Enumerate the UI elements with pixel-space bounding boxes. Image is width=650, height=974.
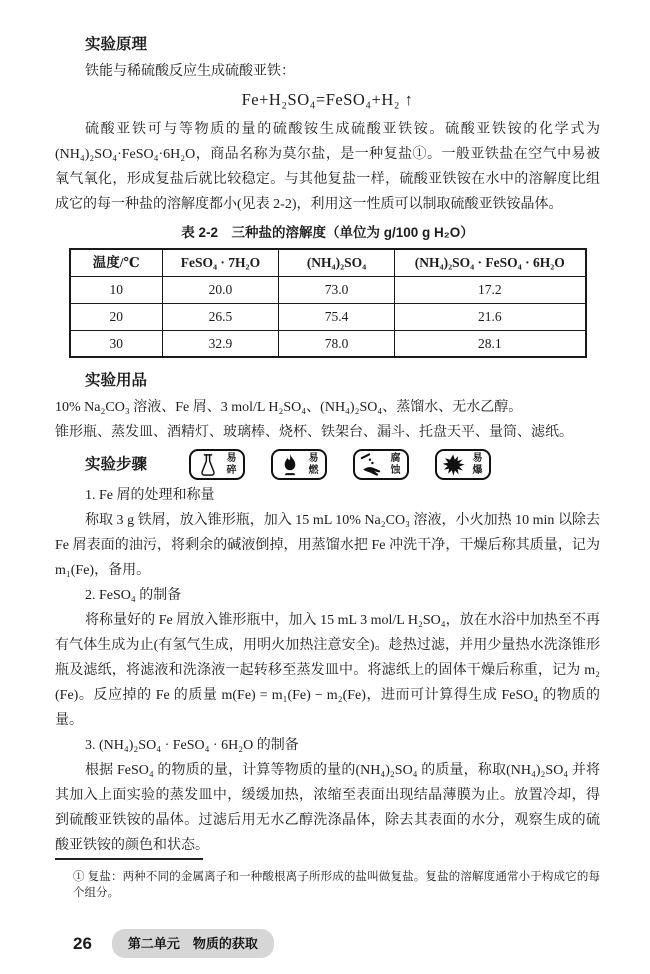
table-row (70, 276, 586, 303)
cell-temp: 20 (70, 303, 163, 330)
table-row (70, 303, 586, 330)
solubility-table (69, 248, 587, 358)
principle-intro: 铁能与稀硫酸反应生成硫酸亚铁： (85, 64, 295, 79)
chapter-pill: 第二单元 物质的获取 (112, 929, 274, 958)
explosion-icon (441, 452, 467, 478)
steps-heading-row (55, 449, 600, 480)
cell-value: 78.0 (278, 330, 394, 357)
step2-body: 将称量好的 Fe 屑放入锥形瓶中，加入 15 mL 3 mol/L H₂SO₄，放在水浴中加热至不再有气体生成为止(有氢气生成，用明火加热注意安全)。趁热过滤，并用少量热水洗涤锥形瓶及滤纸，将滤液和洗涤液一起转移至蒸发皿中。将滤纸上的固体干燥后称重，记为 m₂ (Fe)。反应掉的 Fe 的质量 m(Fe) = m₁(Fe) − m₂(Fe)，进而可计算得生成 FeSO₄ 的物质的量。 (55, 613, 600, 728)
explosive-badge (435, 449, 491, 480)
chemical-equation: Fe+H₂SO₄=FeSO₄+H₂ ↑ (241, 90, 414, 109)
section-heading-principle: 实验原理 (85, 36, 148, 53)
badge-label: 易爆 (472, 452, 483, 476)
step3-body: 根据 FeSO₄ 的物质的量，计算等物质的量的(NH₄)₂SO₄ 的质量，称取(NH₄)₂SO₄ 并将其加入上面实验的蒸发皿中，缓缓加热，浓缩至表面出现结晶薄膜为止。放置冷却，得到硫酸亚铁铵的晶体。过滤后用无水乙醇洗涤晶体，除去其表面的水分，观察生成的硫酸亚铁铵的颜色和状态。 (55, 763, 600, 853)
cell-value: 28.1 (395, 330, 586, 357)
supplies-chemicals: 10% Na₂CO₃ 溶液、Fe 屑、3 mol/L H₂SO₄、(NH₄)₂SO₄、蒸馏水、无水乙醇。 (55, 400, 523, 415)
flame-icon (277, 452, 303, 478)
corrosive-icon (359, 452, 385, 478)
badge-label: 易燃 (308, 452, 319, 476)
step1-title: 1. Fe 屑的处理和称量 (85, 488, 215, 503)
table-header-row (70, 249, 586, 276)
section-heading-steps: 实验步骤 (85, 455, 148, 473)
cell-value: 73.0 (278, 276, 394, 303)
table-title: 表 2-2 三种盐的溶解度（单位为 g/100 g H₂O） (181, 225, 474, 240)
footnote-divider (55, 858, 203, 860)
flammable-badge (271, 449, 327, 480)
flask-icon (195, 452, 221, 478)
col-header-feso4: FeSO₄ · 7H₂O (162, 249, 278, 276)
cell-value: 20.0 (162, 276, 278, 303)
col-header-nh4so4: (NH₄)₂SO₄ (278, 249, 394, 276)
page-footer-area (55, 858, 600, 974)
cell-value: 26.5 (162, 303, 278, 330)
cell-value: 75.4 (278, 303, 394, 330)
cell-temp: 10 (70, 276, 163, 303)
section-heading-supplies: 实验用品 (85, 372, 148, 389)
page-number: 26 (73, 934, 92, 953)
step2-title: 2. FeSO₄ 的制备 (85, 588, 182, 603)
step3-title: 3. (NH₄)₂SO₄ · FeSO₄ · 6H₂O 的制备 (85, 738, 299, 753)
page-footer (55, 929, 600, 958)
cell-value: 17.2 (395, 276, 586, 303)
cell-temp: 30 (70, 330, 163, 357)
table-row (70, 330, 586, 357)
principle-paragraph: 硫酸亚铁可与等物质的量的硫酸铵生成硫酸亚铁铵。硫酸亚铁铵的化学式为(NH₄)₂SO₄·FeSO₄·6H₂O，商品名称为莫尔盐，是一种复盐①。一般亚铁盐在空气中易被氧气氧化，形成复盐后就比较稳定。与其他复盐一样，硫酸亚铁铵在水中的溶解度比组成它的每一种盐的溶解度都小(见表 2-2)，利用这一性质可以制取硫酸亚铁铵晶体。 (55, 122, 600, 212)
badge-label: 易碎 (226, 452, 237, 476)
col-header-mohr-salt: (NH₄)₂SO₄ · FeSO₄ · 6H₂O (395, 249, 586, 276)
corrosive-badge (353, 449, 409, 480)
footnote-text: ① 复盐：两种不同的金属离子和一种酸根离子所形成的盐叫做复盐。复盐的溶解度通常小于构成它的每个组分。 (73, 871, 600, 899)
supplies-equipment: 锥形瓶、蒸发皿、酒精灯、玻璃棒、烧杯、铁架台、漏斗、托盘天平、量筒、滤纸。 (55, 425, 573, 440)
badge-label: 腐蚀 (390, 452, 401, 476)
cell-value: 21.6 (395, 303, 586, 330)
cell-value: 32.9 (162, 330, 278, 357)
step1-body: 称取 3 g 铁屑，放入锥形瓶，加入 15 mL 10% Na₂CO₃ 溶液，小火加热 10 min 以除去 Fe 屑表面的油污，将剩余的碱液倒掉，用蒸馏水把 Fe 冲洗干净，干燥后称其质量，记为 m₁(Fe)，备用。 (55, 513, 600, 578)
hazard-badges (189, 449, 491, 480)
col-header-temperature: 温度/℃ (70, 249, 163, 276)
fragile-badge (189, 449, 245, 480)
